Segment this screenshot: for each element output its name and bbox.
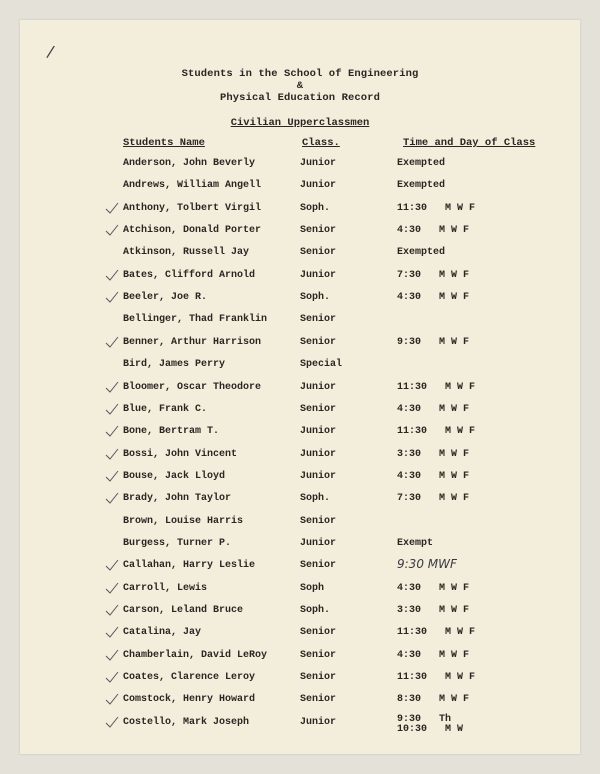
student-class: Soph. [300, 292, 331, 304]
class-time-line: 9:30 MWF [397, 557, 457, 572]
student-name: Catalina, Jay [123, 627, 202, 639]
student-class: Junior [300, 537, 337, 549]
checkmark-icon [104, 603, 120, 617]
student-class: Soph [300, 582, 325, 594]
checkmark-icon [104, 558, 120, 572]
student-class: Soph. [300, 605, 331, 616]
student-name: Callahan, Harry Leslie [123, 560, 256, 572]
table-row [20, 225, 580, 245]
checkmark-icon [104, 290, 120, 304]
class-time [397, 715, 463, 735]
class-time [397, 493, 469, 505]
class-time-line: Exempted [397, 247, 446, 259]
checkmark-icon [104, 201, 120, 215]
table-row [20, 270, 580, 290]
table-row [20, 404, 580, 424]
student-name: Brady, John Taylor [123, 493, 232, 505]
class-time [397, 203, 475, 215]
class-time [397, 247, 445, 259]
checkmark-icon [104, 268, 120, 282]
student-class: Senior [300, 627, 337, 639]
class-time-line: 4:30 M W F [397, 582, 470, 594]
checkmark-icon [104, 335, 120, 349]
title-line-3: Physical Education Record [219, 92, 381, 104]
student-name: Bird, James Perry [123, 359, 226, 371]
table-row [20, 359, 580, 379]
student-name: Beeler, Joe R. [123, 292, 208, 304]
student-name: Carson, Leland Bruce [123, 605, 244, 616]
checkmark-icon [104, 380, 120, 394]
class-time-line: 7:30 M W F [397, 493, 470, 505]
checkmark-icon [104, 648, 120, 662]
student-name: Bloomer, Oscar Theodore [123, 381, 262, 393]
student-name: Bates, Clifford Arnold [123, 269, 256, 281]
table-row [20, 449, 580, 469]
column-header-class: Class. [302, 137, 340, 149]
class-time [397, 627, 475, 639]
class-time [397, 225, 469, 237]
table-row [20, 247, 580, 267]
class-time-line: 8:30 M W F [397, 694, 470, 706]
student-class: Senior [300, 694, 337, 706]
class-time [397, 672, 475, 684]
class-time-line: 11:30 M W F [397, 426, 476, 438]
class-time [397, 538, 433, 550]
student-class: Senior [300, 225, 337, 237]
class-time [397, 583, 469, 595]
corner-pencil-mark: / [45, 41, 56, 62]
class-time-line: 11:30 M W F [397, 627, 476, 639]
table-row [20, 292, 580, 312]
class-time [397, 694, 469, 706]
class-time-line: 4:30 M W F [397, 225, 470, 237]
class-time-line-2: 10:30 M W [397, 723, 464, 735]
checkmark-icon [104, 491, 120, 505]
class-time [397, 426, 475, 438]
class-time-line: Exempted [397, 158, 446, 169]
student-class: Senior [300, 336, 337, 348]
table-row [20, 557, 580, 580]
checkmark-icon [104, 692, 120, 706]
class-time [397, 558, 457, 570]
student-name: Atchison, Donald Porter [123, 225, 262, 237]
class-time-line: 11:30 M W F [397, 202, 476, 214]
table-row [20, 650, 580, 670]
table-row [20, 180, 580, 200]
class-time-line: 4:30 M W F [397, 649, 470, 661]
student-name: Anthony, Tolbert Virgil [123, 202, 262, 214]
student-name: Andrews, William Angell [123, 180, 262, 192]
table-row [20, 493, 580, 513]
student-name: Carroll, Lewis [123, 582, 208, 594]
student-name: Atkinson, Russell Jay [123, 247, 250, 259]
table-row [20, 382, 580, 402]
table-row [20, 605, 580, 625]
student-name: Chamberlain, David LeRoy [123, 649, 268, 661]
title-line-1: Students in the School of Engineering [181, 68, 419, 80]
checkmark-icon [104, 447, 120, 461]
table-row [20, 713, 580, 737]
table-row [20, 516, 580, 536]
student-class: Senior [300, 515, 337, 527]
class-time [397, 650, 469, 662]
student-name: Brown, Louise Harris [123, 515, 244, 527]
student-class: Senior [300, 314, 337, 326]
student-name: Bellinger, Thad Franklin [123, 314, 268, 326]
column-header-name: Students Name [123, 137, 205, 149]
student-name: Benner, Arthur Harrison [123, 336, 262, 348]
student-class: Junior [300, 158, 337, 169]
class-time-line: Exempted [397, 180, 446, 192]
class-time [397, 471, 469, 483]
student-class: Junior [300, 716, 337, 728]
table-row [20, 426, 580, 446]
table-row [20, 314, 580, 334]
student-table [20, 20, 580, 754]
subtitle-text: Civilian Upperclassmen [230, 117, 370, 129]
checkmark-icon [104, 424, 120, 438]
student-class: Senior [300, 247, 337, 259]
checkmark-icon [104, 469, 120, 483]
student-name: Blue, Frank C. [123, 403, 208, 415]
class-time-line: 9:30 Th [397, 713, 452, 725]
student-class: Junior [300, 381, 337, 393]
class-time-line: Exempt [397, 537, 434, 549]
class-time [397, 180, 445, 192]
document-page [20, 20, 580, 754]
table-row [20, 471, 580, 491]
student-class: Junior [300, 269, 337, 281]
student-class: Senior [300, 672, 337, 684]
class-time-line: 11:30 M W F [397, 672, 476, 684]
table-row [20, 672, 580, 692]
class-time [397, 404, 469, 416]
checkmark-icon [104, 223, 120, 237]
student-class: Soph. [300, 493, 331, 505]
student-name: Bossi, John Vincent [123, 448, 238, 460]
student-class: Junior [300, 448, 337, 460]
class-time-line: 4:30 M W F [397, 403, 470, 415]
student-name: Coates, Clarence Leroy [123, 672, 256, 684]
class-time [397, 382, 475, 394]
class-time-line: 4:30 M W F [397, 470, 470, 482]
checkmark-icon [104, 625, 120, 639]
student-class: Senior [300, 403, 337, 415]
checkmark-icon [104, 715, 120, 729]
table-row [20, 158, 580, 178]
student-name: Costello, Mark Joseph [123, 716, 250, 728]
student-name: Anderson, John Beverly [123, 158, 256, 169]
student-class: Senior [300, 560, 337, 572]
class-time-line: 7:30 M W F [397, 269, 470, 281]
class-time-line: 3:30 M W F [397, 605, 470, 616]
checkmark-icon [104, 670, 120, 684]
student-name: Bouse, Jack Lloyd [123, 470, 226, 482]
student-class: Junior [300, 180, 337, 192]
table-row [20, 203, 580, 223]
class-time [397, 158, 445, 170]
student-class: Junior [300, 470, 337, 482]
table-row [20, 583, 580, 603]
column-header-time: Time and Day of Class [403, 137, 536, 149]
class-time-line: 3:30 M W F [397, 448, 470, 460]
class-time-line: 4:30 M W F [397, 292, 470, 304]
checkmark-icon [104, 581, 120, 595]
student-name: Comstock, Henry Howard [123, 694, 256, 706]
table-row [20, 627, 580, 647]
class-time [397, 337, 469, 349]
student-name: Burgess, Turner P. [123, 537, 232, 549]
table-row [20, 337, 580, 357]
student-class: Special [300, 359, 343, 371]
class-time [397, 605, 469, 617]
table-row [20, 538, 580, 558]
class-time [397, 270, 469, 282]
student-class: Senior [300, 649, 337, 661]
title-line-2: & [296, 80, 304, 92]
class-time [397, 292, 469, 304]
class-time-line: 11:30 M W F [397, 381, 476, 393]
student-name: Bone, Bertram T. [123, 426, 220, 438]
student-class: Soph. [300, 202, 331, 214]
checkmark-icon [104, 402, 120, 416]
class-time-line: 9:30 M W F [397, 336, 470, 348]
table-row [20, 694, 580, 714]
student-class: Junior [300, 426, 337, 438]
class-time [397, 449, 469, 461]
